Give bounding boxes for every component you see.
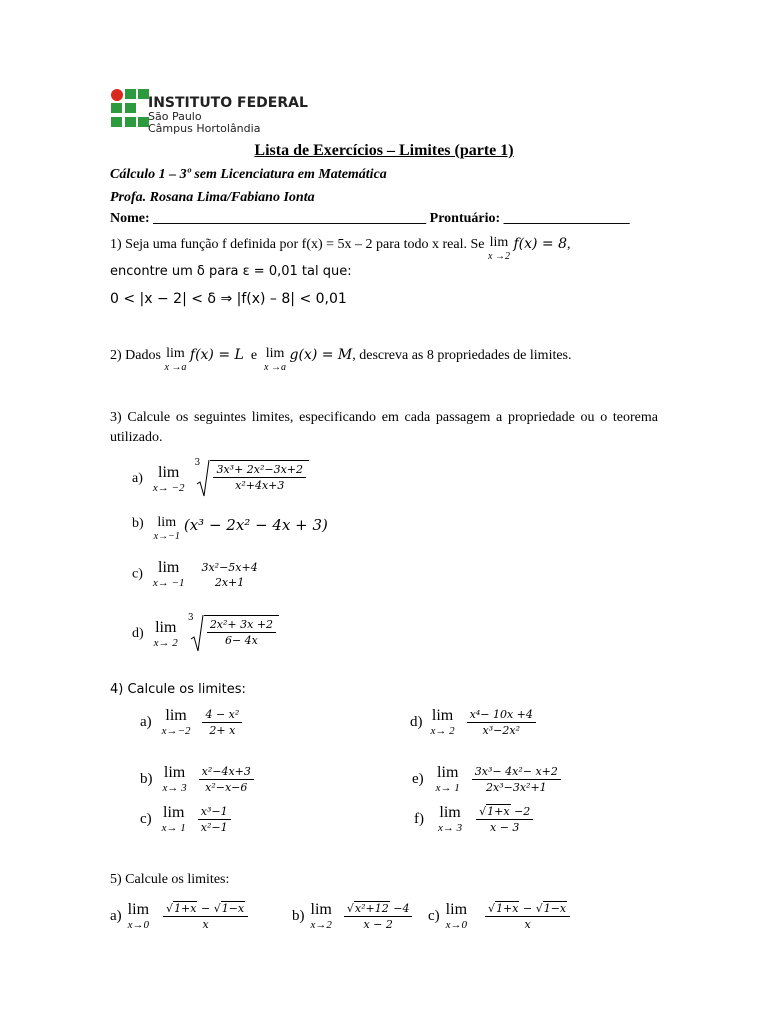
q5-title: 5) Calcule os limites: xyxy=(110,872,230,887)
q2-limit-2: lim x →a xyxy=(264,346,286,373)
q3-d-cube-root: 3 $\frac{\text{2x²+ 3x +2}}{6- 4x}$ xyxy=(190,615,279,653)
q3-item-d: d) lim x→ 2 3 $\frac{\text{2x²+ 3x +2}}{6- 4x}$ xyxy=(132,615,279,653)
institute-campus: Câmpus Hortolândia xyxy=(148,122,261,135)
q3-text: 3) Calcule os seguintes limites, especificando em cada passagem a propriedade ou o teorema utilizado. xyxy=(110,410,658,445)
q4-item-c: c) lim x→ 1 $\frac{\text{x³−1}}{\text{x²−1}}$ xyxy=(140,805,231,834)
logo-grid-icon xyxy=(110,88,150,130)
nome-label: Nome: xyxy=(110,211,150,226)
q3-a-cube-root: 3 $\frac{\text{3x³+ 2x²−3x+2}}{\text{x²+4x+3}}$ xyxy=(196,460,309,498)
q3-item-c: c) lim x→ −1 3x²−5x+4 2x+1 xyxy=(132,559,258,589)
logo xyxy=(110,88,150,130)
q5-item-a: a) lim x→0 $\frac{√1+x - √1-x}{x}$ xyxy=(110,902,248,931)
q1-line2: encontre um δ para ε = 0,01 tal que: xyxy=(110,264,352,279)
q4-item-f: f) lim x→ 3 $\frac{√1+x -2}{x - 3}$ xyxy=(414,805,533,834)
prontuario-label: Prontuário: xyxy=(429,211,501,226)
q1-text: 1) Seja uma função f definida por f(x) = 5x – 2 para todo x real. Se xyxy=(110,237,485,252)
q3-item-b: b) lim x→−1 (x³ − 2x² − 4x + 3) xyxy=(132,515,328,542)
professors-line: Profa. Rosana Lima/Fabiano Ionta xyxy=(110,190,315,205)
institute-city: São Paulo xyxy=(148,110,202,123)
course-line: Cálculo 1 – 3º sem Licenciatura em Matemática xyxy=(110,167,387,182)
q3-item-a: a) lim x→ −2 3 $\frac{\text{3x³+ 2x²−3x+2}}{\text{x²+4x+3}}$ xyxy=(132,460,309,498)
q4-title: 4) Calcule os limites: xyxy=(110,682,246,697)
q2-limit-1: lim x →a xyxy=(164,346,187,373)
q2-line: 2) Dados lim x →a f(x) = L e lim x →a g(x) = M, descreva as 8 propriedades de limites. xyxy=(110,346,572,373)
q4-item-a: a) lim x→−2 $\frac{\text{4 − x²}}{2+ x}$ xyxy=(140,708,242,737)
q1-limit-expr: f(x) = 8 xyxy=(513,236,567,252)
q5-item-c: c) lim x→0 $\frac{√1+x - √1-x}{x}$ xyxy=(428,902,570,931)
prontuario-field[interactable]: __________________ xyxy=(503,211,630,226)
q5-item-b: b) lim x→2 $\frac{\text{√x²+12 −4}}{x - 2}$ xyxy=(292,902,412,931)
page-title: Lista de Exercícios – Limites (parte 1) xyxy=(254,142,514,159)
q1-line1: 1) Seja uma função f definida por f(x) = 5x – 2 para todo x real. Se lim x →2 f(x) = 8, xyxy=(110,235,571,262)
nome-field[interactable]: _______________________________________ xyxy=(153,211,427,226)
q1-condition: 0 < |x − 2| < δ ⇒ |f(x) – 8| < 0,01 xyxy=(110,291,347,307)
q4-item-d: d) lim x→ 2 $\frac{\text{x⁴− 10x +4}}{\text{x³−2x²}}$ xyxy=(410,708,536,737)
q1-limit: lim x →2 xyxy=(488,235,510,262)
name-line xyxy=(110,211,630,227)
q4-item-e: e) lim x→ 1 $\frac{\text{3x³− 4x²− x+2}}{\text{2x³−3x²+1}}$ xyxy=(412,765,561,794)
q4-item-b: b) lim x→ 3 $\frac{\text{x²−4x+3}}{\text{x²−x−6}}$ xyxy=(140,765,254,794)
institute-name: INSTITUTO FEDERAL xyxy=(148,95,308,111)
